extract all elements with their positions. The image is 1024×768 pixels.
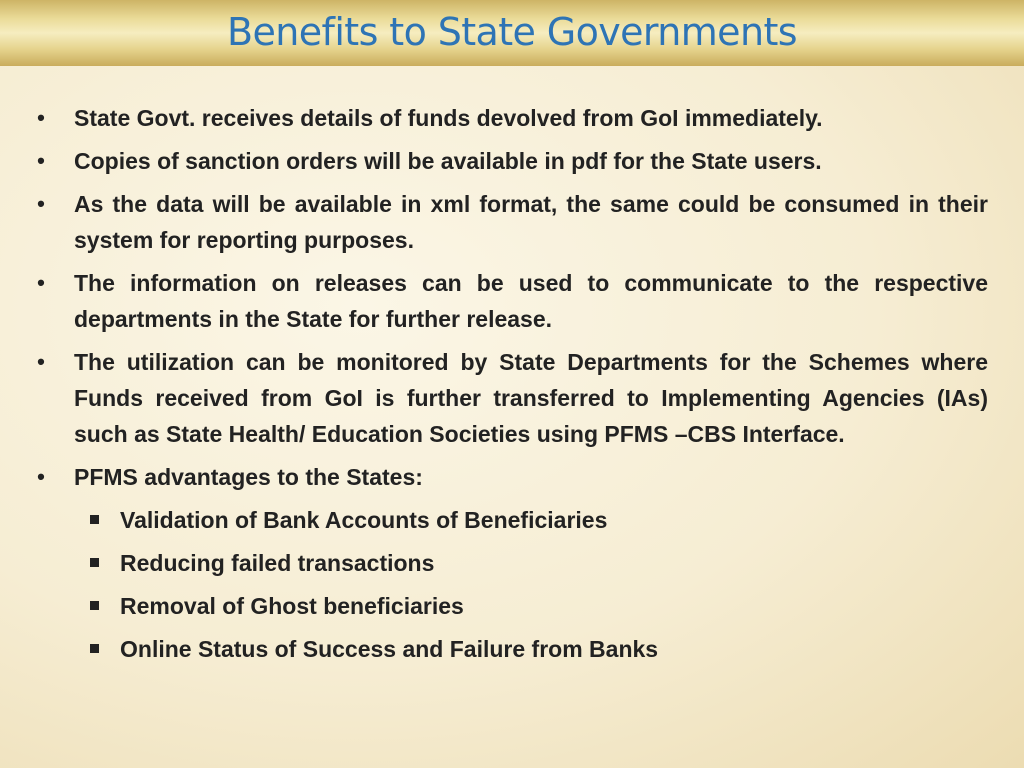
sub-bullet-item-2 <box>120 545 988 581</box>
bullet-text: PFMS advantages to the States: <box>74 464 423 490</box>
bullet-dot-icon: • <box>37 148 45 173</box>
bullet-item-3 <box>37 186 988 258</box>
bullet-item-2 <box>37 143 988 179</box>
bullet-item-5 <box>37 344 988 452</box>
bullet-item-1 <box>37 100 988 136</box>
sub-bullet-text: Online Status of Success and Failure from Banks <box>120 636 659 662</box>
bullet-dot-icon: • <box>37 464 45 489</box>
sub-bullet-text: Reducing failed transactions <box>120 550 435 576</box>
slide-title: Benefits to State Governments <box>227 10 797 54</box>
bullet-dot-icon: • <box>37 270 45 295</box>
bullet-text: The information on releases can be used to communicate to the respective departments in the State for further release. <box>74 270 988 332</box>
bullet-item-6 <box>37 459 988 495</box>
bullet-text: State Govt. receives details of funds devolved from GoI immediately. <box>74 105 823 131</box>
square-bullet-icon <box>90 644 99 653</box>
bullet-text: As the data will be available in xml format, the same could be consumed in their system for reporting purposes. <box>74 191 988 253</box>
bullet-text: Copies of sanction orders will be available in pdf for the State users. <box>74 148 822 174</box>
sub-bullet-text: Validation of Bank Accounts of Beneficiaries <box>120 507 608 533</box>
bullet-dot-icon: • <box>37 105 45 130</box>
slide-content <box>37 100 988 674</box>
square-bullet-icon <box>90 558 99 567</box>
bullet-item-4 <box>37 265 988 337</box>
square-bullet-icon <box>90 515 99 524</box>
sub-bullet-item-1 <box>120 502 988 538</box>
sub-bullet-item-3 <box>120 588 988 624</box>
sub-bullet-text: Removal of Ghost beneficiaries <box>120 593 464 619</box>
square-bullet-icon <box>90 601 99 610</box>
bullet-text: The utilization can be monitored by State Departments for the Schemes where Funds received from GoI is further transferred to Implementing Agencies (IAs) such as State Health/ Education Societies using PFMS –CBS Interface. <box>74 349 988 447</box>
bullet-dot-icon: • <box>37 349 45 374</box>
sub-bullet-item-4 <box>120 631 988 667</box>
bullet-dot-icon: • <box>37 191 45 216</box>
